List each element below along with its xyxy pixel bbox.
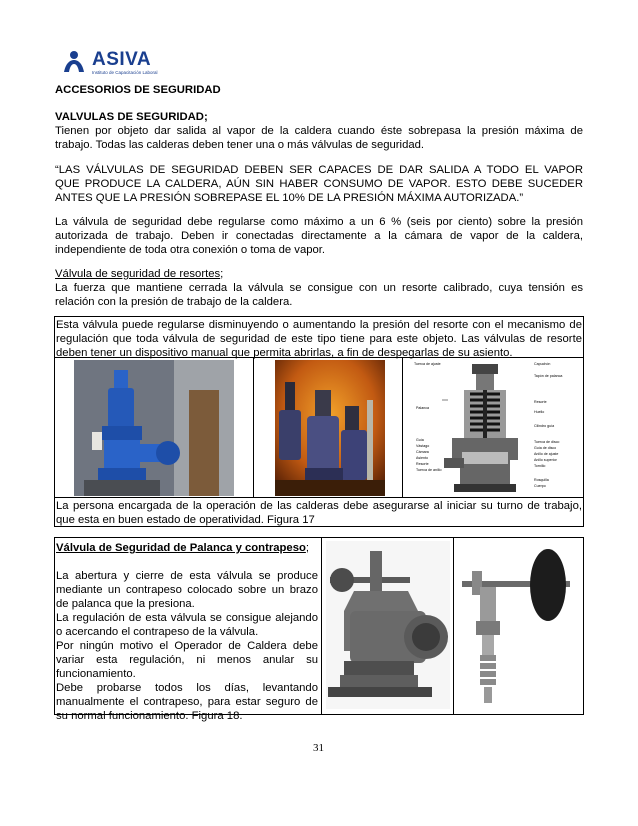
table1-top-line2: regulación que toda válvula de seguridad de este tipo tiene para este objeto. Las válvulas de resorte (56, 333, 582, 345)
palanca-heading (56, 541, 309, 555)
counterweight-valve-image (458, 541, 580, 709)
table1-top-line3: deben tener un dispositivo manual que permita abrirlas, a fin de despegarlas de su asiento. (56, 347, 513, 359)
valvulas-p2-line2: autorizada de trabajo. Deben ir conectadas directamente a la cámara de vapor de la caldera, (55, 230, 583, 242)
industrial-valves-photo (275, 360, 385, 496)
palanca-line-9: manualmente el contrapeso, para estar seguro de (56, 696, 318, 708)
lever-valve-photo (326, 541, 450, 709)
diagram-label-19: Cuerpo (534, 484, 546, 488)
diagram-label-3: Tapón de palanca (534, 374, 563, 378)
diagram-label-18: Rosquilla (534, 478, 549, 482)
blue-safety-valve-image (74, 360, 234, 496)
quote-line2: QUE PRODUCE LA CALDERA, AÚN SIN HABER CONSUMO DE VAPOR. ESTO DEBE SUCEDER (55, 178, 583, 190)
valvulas-p2-line3: independiente de toda otra conexión o toma de vapor. (55, 244, 326, 256)
table1-top-line1: Esta válvula puede regularse disminuyendo o aumentando la presión del resorte con el mecanismo de (56, 319, 582, 331)
diagram-label-13: Asiento (416, 456, 428, 460)
diagram-label-2: Palanca (416, 406, 429, 410)
diagram-label-1: Capuchón (534, 362, 551, 366)
logo-name: ASIVA (92, 49, 152, 70)
palanca-line-10: su normal funcionamiento. Figura 18. (56, 710, 243, 722)
valvulas-p2-line1: La válvula de seguridad debe regularse como máximo a un 6 % (seis por ciento) sobre la presión (55, 216, 583, 228)
logo-subtitle: Instituto de Capacitación Laboral (92, 70, 158, 75)
resortes-heading (55, 267, 223, 281)
diagram-label-12: Anillo de ajuste (534, 452, 559, 456)
diagram-label-14: Resorte (416, 462, 429, 466)
valvulas-heading: VALVULAS DE SEGURIDAD; (55, 111, 208, 123)
diagram-label-8: Vástago (416, 444, 430, 448)
asiva-logo-mark-icon (62, 50, 86, 74)
lever-valve-image (326, 541, 450, 709)
palanca-line-6: variar esta regulación, ni menos anular su (56, 654, 318, 666)
resortes-line1: La fuerza que mantiene cerrada la válvula se consigue con un resorte calibrado, cuya tensión es (55, 282, 583, 294)
asiva-logo (62, 48, 172, 78)
palanca-line-8: Debe probarse todos los días, levantando (56, 682, 318, 694)
blue-safety-valve-photo (74, 360, 234, 496)
palanca-line-1: mediante un contrapeso colocado sobre un brazo (56, 584, 318, 596)
page-number: 31 (313, 742, 324, 754)
valvulas-p1-line2: trabajo. Todas las calderas deben tener una o más válvulas de seguridad. (55, 139, 425, 151)
diagram-label-16: Tuerca de anillo (416, 468, 442, 472)
quote-line1: “LAS VÁLVULAS DE SEGURIDAD DEBEN SER CAPACES DE DAR SALIDA A TODO EL VAPOR (55, 164, 583, 176)
palanca-heading-punct: ; (305, 542, 310, 554)
diagram-label-15: Anillo superior (534, 458, 557, 462)
diagram-label-7: Guía (416, 438, 424, 442)
palanca-line-2: de palanca que la presiona. (56, 598, 195, 610)
diagram-label-6: Cilindro guía (534, 424, 555, 428)
palanca-line-7: funcionamiento. (56, 668, 136, 680)
diagram-label-10: Cámara (416, 450, 429, 454)
diagram-label-11: Guía de disco (534, 446, 557, 450)
palanca-line-4: o acercando el contrapeso de la válvula. (56, 626, 259, 638)
diagram-label-4: Resorte (534, 400, 547, 404)
diagram-label-9: Tuerca de disco (534, 440, 560, 444)
diagram-label-5: Huello (534, 410, 545, 414)
diagram-label-17: Tornillo (534, 464, 546, 468)
palanca-line-5: Por ningún motivo el Operador de Caldera debe (56, 640, 318, 652)
quote-line3: ANTES QUE LA PRESIÓN SOBREPASE EL 10% DE LA PRESIÓN MÁXIMA AUTORIZADA.” (55, 192, 524, 204)
palanca-line-3: La regulación de esta válvula se consigue alejando (56, 612, 318, 624)
resortes-line2: relación con la presión de trabajo de la caldera. (55, 296, 293, 308)
counterweight-valve-photo (458, 541, 580, 709)
industrial-valves-image (275, 360, 385, 496)
valve-cross-section-diagram (414, 360, 572, 496)
table1-bottom-line1: La persona encargada de la operación de las calderas debe asegurarse al iniciar su turno de trabajo, (56, 500, 582, 512)
palanca-line-0: La abertura y cierre de esta válvula se produce (56, 570, 318, 582)
valvulas-p1-line1: Tienen por objeto dar salida al vapor de la caldera cuando éste sobrepasa la presión máxima de (55, 125, 583, 137)
palanca-heading-text: Válvula de Seguridad de Palanca y contrapeso (56, 542, 306, 554)
resortes-heading-punct: ; (220, 268, 224, 280)
section-title: ACCESORIOS DE SEGURIDAD (55, 84, 221, 96)
table1-bottom-line2: que esta en buen estado de operatividad. Figura 17 (56, 514, 315, 526)
resortes-heading-text: Válvula de seguridad de resortes (55, 268, 221, 280)
diagram-label-0: Tuerca de ajuste (414, 362, 441, 366)
